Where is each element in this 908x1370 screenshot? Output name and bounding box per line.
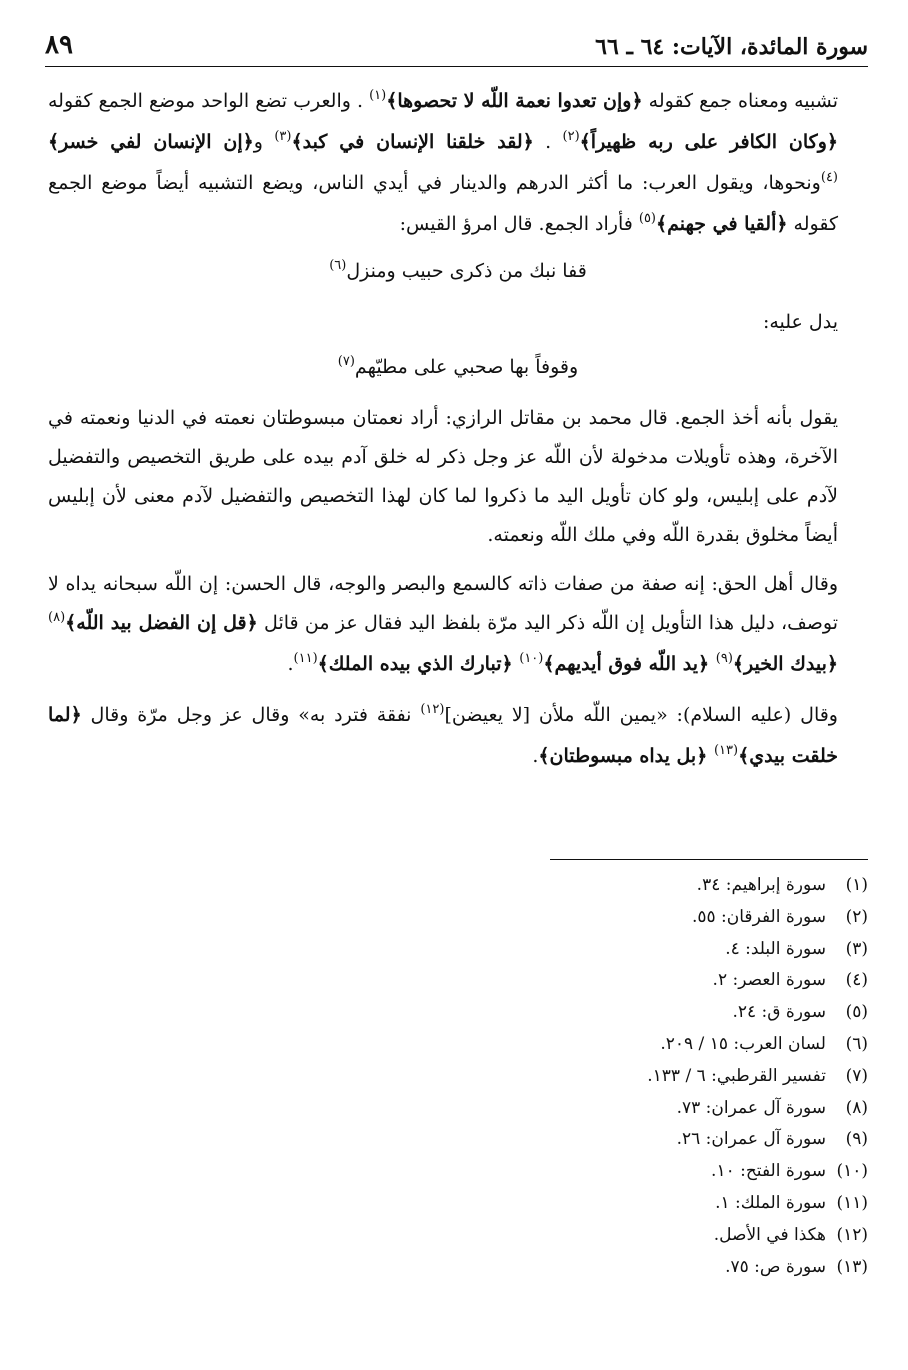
footnotes: [268, 870, 868, 1283]
footnote-number: (١١): [836, 1192, 868, 1213]
footnote-ref: (١٠): [519, 651, 544, 666]
quran-verse: ﴿بيدك الخير﴾: [732, 653, 838, 675]
footnote-item: [268, 965, 868, 997]
footnote-text: سورة إبراهيم: ٣٤.: [696, 875, 826, 895]
footnote-text: سورة آل عمران: ٢٦.: [676, 1129, 826, 1150]
quran-verse: ﴿يد اللّه فوق أيديهم﴾: [543, 653, 716, 675]
text-run: .: [532, 745, 539, 767]
poetry-verse-1: [48, 252, 868, 293]
footnote-number: (٥): [845, 1002, 868, 1023]
quran-verse: ﴿لقد خلقنا الإنسان في كبد﴾: [291, 131, 534, 153]
poetry-verse-2: [48, 348, 868, 389]
footnote-item: [268, 1029, 868, 1061]
footnote-item: [268, 902, 868, 934]
footnote-item: [268, 1188, 868, 1220]
footnote-number: (١٢): [836, 1224, 868, 1245]
footnote-text: سورة الملك: ١.: [715, 1192, 826, 1213]
footnote-text: سورة آل عمران: ٧٣.: [676, 1097, 826, 1118]
quran-verse: ﴿بل يداه مبسوطتان﴾: [538, 745, 714, 767]
footnote-ref: (١١): [293, 651, 318, 666]
footnote-text: هكذا في الأصل.: [713, 1224, 826, 1245]
verse-text: قفا نبك من ذكرى حبيب ومنزل: [346, 260, 587, 282]
footnote-text: سورة ص: ٧٥.: [725, 1256, 826, 1277]
footnote-ref: (٨): [48, 610, 66, 625]
footnote-text: سورة الفتح: ١٠.: [711, 1161, 826, 1182]
quran-verse: ﴿إن الإنسان لفي خسر﴾: [48, 131, 254, 153]
header-rule: [45, 66, 868, 67]
text-run: وقال أهل الحق: إنه صفة من صفات ذاته كالسمع والبصر والوجه، قال الحسن: إن اللّه سبحانه يداه لا توصف، دليل هذا التأويل إن اللّه ذكر اليد مرّة بلفظ اليد فقال عز من قائل: [48, 573, 839, 634]
footnote-ref: (١٣): [713, 743, 739, 758]
footnote-number: (١٠): [836, 1161, 868, 1182]
main-text: [48, 82, 868, 778]
footnote-number: (٨): [845, 1097, 868, 1118]
footnote-text: سورة ق: ٢٤.: [732, 1002, 826, 1023]
text-run: وقال (عليه السلام): «يمين اللّه ملأن [لا يعيضن]: [444, 704, 838, 726]
footnote-ref: (١٢): [420, 702, 445, 717]
footnote-item: [268, 1252, 868, 1284]
footnote-number: (٢): [845, 906, 868, 927]
paragraph-5: [48, 696, 868, 778]
footnote-item: [268, 870, 868, 902]
page-header: [45, 30, 868, 66]
footnote-item: [268, 934, 868, 966]
page-number: ٨٩: [45, 30, 73, 60]
footnote-text: سورة العصر: ٢.: [712, 970, 826, 991]
paragraph-4: [48, 565, 868, 686]
paragraph-2: يدل عليه:: [762, 311, 838, 333]
quran-verse: ﴿تبارك الذي بيده الملك﴾: [317, 653, 520, 675]
footnote-number: (٧): [845, 1065, 868, 1086]
text-run: نفقة فترد به» وقال عز وجل مرّة وقال: [81, 704, 421, 726]
text-run: و: [253, 131, 275, 153]
footnote-ref: (٩): [715, 651, 733, 666]
footnote-number: (٦): [845, 1033, 868, 1054]
footnote-item: [268, 1220, 868, 1252]
footnote-ref: (٥): [638, 211, 656, 226]
footnote-number: (١): [845, 875, 868, 895]
footnote-ref: (٧): [337, 354, 355, 369]
footnote-number: (٩): [845, 1129, 868, 1150]
footnote-number: (١٣): [836, 1256, 868, 1277]
paragraph-1: [48, 82, 868, 246]
footnote-ref: (٤): [820, 170, 838, 185]
quran-verse: ﴿قل إن الفضل بيد اللّه﴾: [65, 612, 258, 634]
footnote-text: سورة الفرقان: ٥٥.: [691, 906, 826, 927]
footnote-ref: (٦): [329, 258, 347, 273]
footnote-item: [268, 1124, 868, 1156]
footnote-item: [268, 1061, 868, 1093]
footnote-ref: (٣): [274, 129, 292, 144]
text-run: .: [533, 131, 563, 153]
footnote-number: (٣): [845, 938, 868, 959]
text-run: .: [287, 653, 294, 675]
paragraph-3: يقول بأنه أخذ الجمع. قال محمد بن مقاتل الرازي: أراد نعمتان مبسوطتان نعمته في الدنيا ونعمته في الآخرة، وهذه تأويلات مدخولة لأن اللّه عز وجل ذكر له خلق آدم بيده على طريق التخصيص والتفضيل لآدم على إبليس، ولو كان تأويل اليد ما ذكروا لما كان لهذا التخصيص والتفضيل لآدم معنى لأن إبليس أيضاً مخلوق بقدرة اللّه وفي ملك اللّه ونعمته.: [48, 407, 838, 546]
footnote-item: [268, 997, 868, 1029]
footnote-text: سورة البلد: ٤.: [725, 938, 826, 959]
text-run: ونحوها، ويقول العرب: ما أكثر الدرهم والدينار في أيدي الناس، ويضع التشبيه أيضاً موضع الجمع كقوله: [48, 172, 838, 235]
text-run: تشبيه ومعناه جمع كقوله: [642, 90, 838, 112]
footnote-item: [268, 1156, 868, 1188]
running-title: سورة المائدة، الآيات: ٦٤ ـ ٦٦: [595, 34, 868, 60]
footnote-text: تفسير القرطبي: ٦ / ١٣٣.: [647, 1065, 826, 1086]
footnote-ref: (١): [369, 88, 387, 103]
footnote-rule: [550, 859, 868, 860]
text-run: . والعرب تضع الواحد موضع الجمع كقوله: [48, 90, 370, 112]
quran-verse: ﴿وإن تعدوا نعمة اللّه لا تحصوها﴾: [386, 90, 643, 112]
text-run: فأراد الجمع. قال امرؤ القيس:: [399, 213, 639, 235]
verse-text: وقوفاً بها صحبي على مطيّهم: [354, 356, 579, 378]
footnote-item: [268, 1093, 868, 1125]
footnote-ref: (٢): [562, 129, 580, 144]
footnote-number: (٤): [845, 970, 868, 991]
quran-verse: ﴿ألقيا في جهنم﴾: [656, 213, 788, 235]
quran-verse: ﴿وكان الكافر على ربه ظهيراً﴾: [579, 131, 838, 153]
footnote-text: لسان العرب: ١٥ / ٢٠٩.: [660, 1033, 826, 1054]
quran-verse: ﴿لما خلقت بيدي﴾: [48, 704, 838, 767]
